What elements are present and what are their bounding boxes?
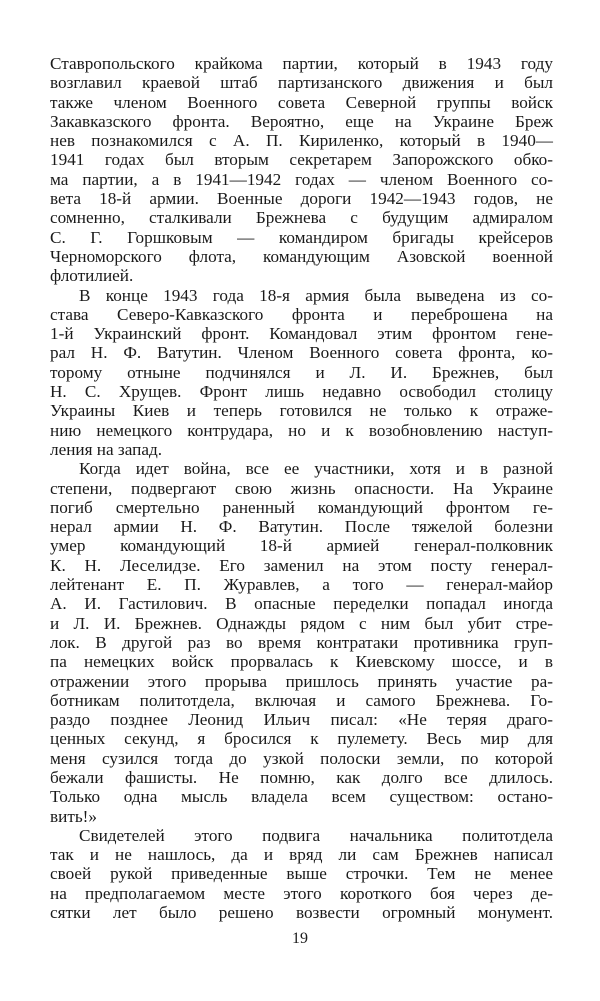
text-line: лейтенант Е. П. Журавлев, а того — генерал-майор <box>50 575 553 595</box>
text-line: Свидетелей этого подвига начальника политотдела <box>79 825 553 845</box>
text-line: ления на запад. <box>50 439 162 459</box>
text-line: Когда идет война, все ее участники, хотя и в разной <box>79 459 553 479</box>
text-line: Ставропольского крайкома партии, который в 1943 году <box>50 54 553 73</box>
paragraph <box>50 286 553 460</box>
text-line: умер командующий 18-й армией генерал-полковник <box>50 536 553 556</box>
paragraph <box>50 54 553 286</box>
text-line: нерал армии Н. Ф. Ватутин. После тяжелой болезни <box>50 517 553 537</box>
text-line: и Л. И. Брежнев. Однажды рядом с ним был убит стре- <box>50 613 553 633</box>
text-line: Украины Киев и теперь готовился не только к отраже- <box>50 401 553 421</box>
paragraph <box>50 459 553 826</box>
page-number: 19 <box>292 930 308 947</box>
text-line: Н. С. Хрущев. Фронт лишь недавно освободил столицу <box>50 382 553 402</box>
text-line: своей рукой приведенные выше строчки. Тем не менее <box>50 864 553 884</box>
text-line: отражении этого прорыва пришлось принять участие ра- <box>50 671 553 691</box>
text-line: ценных секунд, я бросился к пулемету. Весь мир для <box>50 729 553 749</box>
text-line: флотилией. <box>50 266 134 286</box>
text-line: па немецких войск прорвалась к Киевскому шоссе, и в <box>50 652 553 672</box>
paragraph <box>50 826 553 922</box>
text-line: так и не нашлось, да и вряд ли сам Брежнев написал <box>50 845 553 865</box>
text-line: става Северо-Кавказского фронта и переброшена на <box>50 304 553 324</box>
text-line: В конце 1943 года 18-я армия была выведена из со- <box>79 285 553 305</box>
text-line: К. Н. Леселидзе. Его заменил на этом посту генерал- <box>50 555 553 575</box>
text-line: рал Н. Ф. Ватутин. Членом Военного совета фронта, ко- <box>50 343 553 363</box>
text-line: меня сузился тогда до узкой полоски земли, по которой <box>50 748 553 768</box>
text-line: А. И. Гастилович. В опасные переделки попадал иногда <box>50 594 553 614</box>
text-line: Только одна мысль владела всем существом: остано- <box>50 787 553 807</box>
text-line: Черноморского флота, командующим Азовской военной <box>50 246 553 266</box>
text-line: ботникам политотдела, включая и самого Брежнева. Го- <box>50 690 553 710</box>
text-line: лок. В другой раз во время контратаки противника груп- <box>50 632 553 652</box>
text-line: возглавил краевой штаб партизанского движения и был <box>50 73 553 93</box>
text-line: на предполагаемом месте этого короткого боя через де- <box>50 883 553 903</box>
text-line: Закавказского фронта. Вероятно, еще на Украине Бреж <box>50 111 553 131</box>
text-line: торому отныне подчинялся и Л. И. Брежнев, был <box>50 362 553 382</box>
text-line: сятки лет было решено возвести огромный монумент. <box>50 903 553 923</box>
text-line: погиб смертельно раненный командующий фронтом ге- <box>50 497 553 517</box>
text-line: также членом Военного совета Северной группы войск <box>50 92 553 112</box>
text-line: ма партии, а в 1941—1942 годах — членом Военного со- <box>50 169 553 189</box>
text-line: степени, подвергают свою жизнь опасности. На Украине <box>50 478 553 498</box>
text-line: раздо позднее Леонид Ильич писал: «Не теряя драго- <box>50 710 553 730</box>
text-line: 1-й Украинский фронт. Командовал этим фронтом гене- <box>50 324 553 344</box>
text-line: вить!» <box>50 806 97 826</box>
text-line: вета 18-й армии. Военные дороги 1942—1943 годов, не <box>50 189 553 209</box>
text-line: С. Г. Горшковым — командиром бригады крейсеров <box>50 227 553 247</box>
text-line: сомненно, сталкивали Брежнева с будущим адмиралом <box>50 208 553 228</box>
text-line: нев познакомился с А. П. Кириленко, который в 1940— <box>50 131 553 151</box>
page-body <box>50 54 553 922</box>
text-line: 1941 годах был вторым секретарем Запорожского обко- <box>50 150 553 170</box>
text-line: нию немецкого контрудара, но и к возобновлению наступ- <box>50 420 553 440</box>
text-line: бежали фашисты. Не помню, как долго все длилось. <box>50 767 553 787</box>
